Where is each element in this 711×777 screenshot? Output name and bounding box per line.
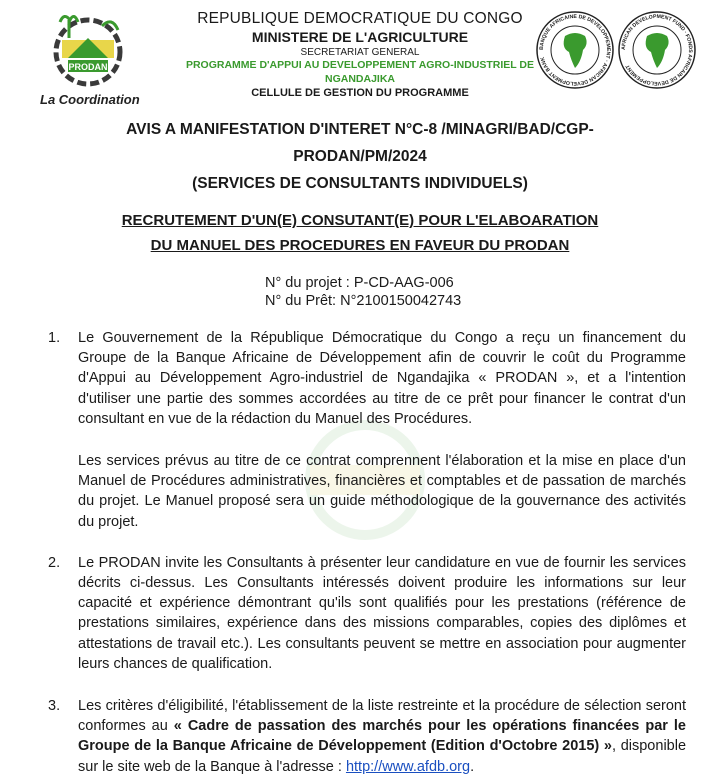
item-text: Les critères d'éligibilité, l'établissement de la liste restreinte et la procédure de sélection seront conformes au — [78, 698, 686, 735]
notice-title — [30, 116, 690, 197]
coordination-label: La Coordination — [40, 92, 140, 107]
item-paragraph: Les services prévus au titre de ce contrat comprennent l'élaboration et la mise en place d'un Manuel de Procédures administratives, financières et comptables et de passation de marchés du projet. Le Manuel proposé sera un guide méthodologique de la gouvernance des activités du projet. — [78, 453, 686, 530]
item-number: 3. — [48, 698, 61, 715]
letterhead-center — [150, 10, 570, 99]
recruitment-title-line1: RECRUTEMENT D'UN(E) CONSUTANT(E) POUR L'ELABOARATION — [121, 212, 599, 229]
programme-name-line1: PROGRAMME D'APPUI AU DEVELOPPEMENT AGRO-INDUSTRIEL DE — [185, 59, 535, 71]
letterhead — [0, 0, 711, 112]
item-paragraph — [78, 696, 686, 777]
notice-title-line2: PRODAN/PM/2024 — [293, 148, 427, 165]
afdb-seal-icon — [535, 10, 615, 90]
item-number: 1. — [48, 330, 61, 346]
country-name: REPUBLIQUE DEMOCRATIQUE DU CONGO — [197, 10, 523, 27]
item-text: , disponible sur le site web de la Banque à l'adresse : — [78, 738, 687, 775]
project-references — [265, 274, 461, 310]
list-item — [48, 696, 686, 777]
secretariat-name: SECRETARIAT GENERAL — [300, 47, 420, 58]
loan-number: N° du Prêt: N°2100150042743 — [265, 293, 462, 309]
notice-body — [48, 328, 686, 777]
item-text: . — [470, 758, 475, 775]
project-number: N° du projet : P-CD-AAG-006 — [265, 275, 454, 291]
prodan-logo-text: PRODAN — [68, 62, 108, 72]
afdf-seal-icon — [617, 10, 697, 90]
item-paragraph: Le PRODAN invite les Consultants à présenter leur candidature en vue de fournir les services décrits ci-dessus. Les Consultants intéressés doivent produire les informations sur leur capacité et expérience démontrant qu'ils sont qualifiés pour les prestations (référence de prestations similaires, expérience dans des missions comparables, copies des diplômes et attestations de travail etc.). Les consultants peuvent se mettre en association pour augmenter leurs chances de qualification. — [78, 554, 686, 672]
procurement-framework-title: « Cadre de passation des marchés pour les opérations financées par le Groupe de la Banque Africaine de Développement (Edition d'Octobre 2015) » — [78, 718, 686, 755]
seal-fr-text: BANQUE AFRICAINE DE DEVELOPPEMENT · AFRICAN DEVELOPMENT BANK — [538, 13, 612, 87]
list-item — [48, 328, 686, 532]
item-paragraph: Le Gouvernement de la République Démocratique du Congo a reçu un financement du Groupe de la Banque Africaine de Développement afin de couvrir le coût du Programme d'Appui au Développement Agro-industriel de Ngandajika « PRODAN », et a l'intention d'utiliser une partie des sommes accordées au titre de ce prêt pour financer le contrat d'un consultant en vue de la rédaction du Manuel des Procédures. — [78, 330, 686, 427]
recruitment-title — [30, 208, 690, 258]
recruitment-title-line2: DU MANUEL DES PROCEDURES EN FAVEUR DU PRODAN — [150, 237, 570, 254]
item-number: 2. — [48, 554, 61, 571]
management-cell: CELLULE DE GESTION DU PROGRAMME — [251, 87, 469, 99]
list-item — [48, 553, 686, 674]
programme-name-line2: NGANDAJIKA — [324, 73, 395, 85]
notice-title-line1: AVIS A MANIFESTATION D'INTERET N°C-8 /MINAGRI/BAD/CGP- — [126, 121, 594, 138]
afdb-website-link[interactable]: http://www.afdb.org — [345, 758, 471, 775]
ministry-name: MINISTERE DE L'AGRICULTURE — [251, 29, 469, 45]
prodan-logo-icon — [38, 8, 138, 94]
notice-title-line3: (SERVICES DE CONSULTANTS INDIVIDUELS) — [192, 175, 528, 192]
seal-en-text: AFRICAN DEVELOPMENT FUND · FONDS AFRICAIN DE DEVELOPPEMENT — [620, 13, 694, 87]
